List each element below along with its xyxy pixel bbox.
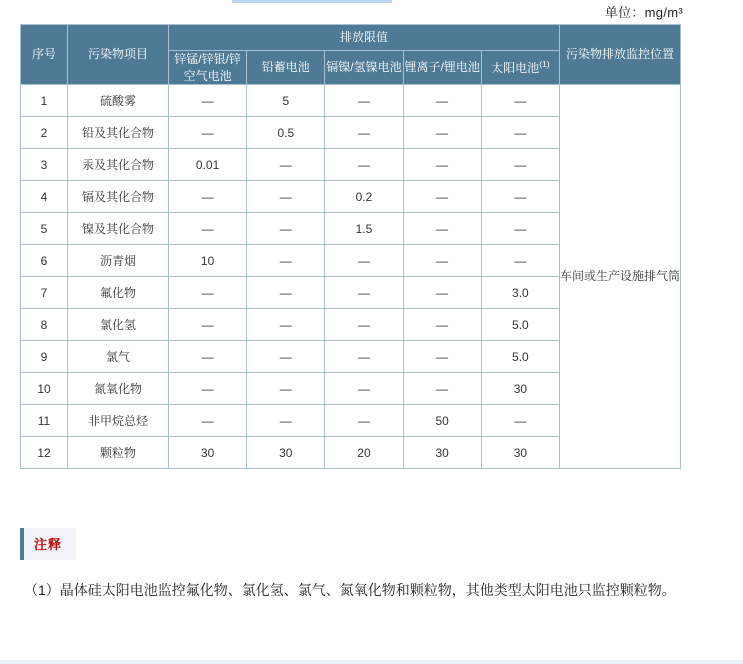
header-col-lithium: 锂离子/锂电池 [403, 51, 481, 85]
cell-value-solar: 30 [481, 437, 559, 469]
cell-seq: 8 [21, 309, 68, 341]
header-col-solar-footnote-mark: (1) [539, 58, 550, 69]
cell-value-zinc: 30 [169, 437, 247, 469]
cell-value-lead-acid: — [247, 341, 325, 373]
cell-value-lithium: — [403, 341, 481, 373]
cell-item: 颗粒物 [68, 437, 169, 469]
cell-seq: 4 [21, 181, 68, 213]
cell-item: 非甲烷总烃 [68, 405, 169, 437]
cell-value-solar: — [481, 405, 559, 437]
header-pollutant-item: 污染物项目 [68, 25, 169, 85]
table-body [21, 85, 681, 469]
cell-value-lithium: — [403, 213, 481, 245]
cell-item: 铅及其化合物 [68, 117, 169, 149]
header-col-solar-label: 太阳电池 [491, 60, 540, 75]
cell-seq: 11 [21, 405, 68, 437]
bottom-divider-rule [0, 660, 743, 664]
cell-seq: 3 [21, 149, 68, 181]
cell-value-solar: — [481, 213, 559, 245]
cell-value-lead-acid: — [247, 213, 325, 245]
emission-limits-table [20, 24, 681, 469]
cell-value-cadmium-nickel: — [325, 373, 403, 405]
cell-value-cadmium-nickel: — [325, 277, 403, 309]
cell-value-cadmium-nickel: — [325, 405, 403, 437]
note-text: （1）晶体硅太阳电池监控氟化物、氯化氢、氯气、氮氧化物和颗粒物，其他类型太阳电池只监控颗粒物。 [24, 582, 676, 598]
cell-value-cadmium-nickel: 20 [325, 437, 403, 469]
cell-value-zinc: — [169, 213, 247, 245]
cell-value-cadmium-nickel: — [325, 309, 403, 341]
cell-item: 汞及其化合物 [68, 149, 169, 181]
cell-monitoring-position: 车间或生产设施排气筒 [560, 85, 681, 469]
cell-value-solar: 3.0 [481, 277, 559, 309]
header-limit-group: 排放限值 [169, 25, 560, 51]
cell-item: 氯气 [68, 341, 169, 373]
cell-item: 镉及其化合物 [68, 181, 169, 213]
cell-value-lead-acid: — [247, 181, 325, 213]
cell-item: 沥青烟 [68, 245, 169, 277]
unit-label [605, 2, 683, 21]
cell-value-cadmium-nickel: 0.2 [325, 181, 403, 213]
header-col-zinc: 锌锰/锌银/锌空气电池 [169, 51, 247, 85]
cell-value-lithium: — [403, 149, 481, 181]
cell-value-lithium: — [403, 85, 481, 117]
cell-seq: 2 [21, 117, 68, 149]
cell-value-lithium: 30 [403, 437, 481, 469]
cell-item: 氟化物 [68, 277, 169, 309]
header-col-lead-acid: 铅蓄电池 [247, 51, 325, 85]
cell-value-zinc: — [169, 309, 247, 341]
cell-value-lead-acid: 30 [247, 437, 325, 469]
cell-seq: 12 [21, 437, 68, 469]
table-row [21, 85, 681, 117]
cell-value-cadmium-nickel: — [325, 245, 403, 277]
cell-value-zinc: — [169, 341, 247, 373]
cell-seq: 10 [21, 373, 68, 405]
cell-value-zinc: 10 [169, 245, 247, 277]
header-col-solar [481, 51, 559, 85]
cell-item: 氯化氢 [68, 309, 169, 341]
cell-seq: 1 [21, 85, 68, 117]
cell-value-zinc: — [169, 117, 247, 149]
cell-value-lithium: — [403, 373, 481, 405]
cell-seq: 5 [21, 213, 68, 245]
cell-value-lithium: — [403, 245, 481, 277]
cell-value-lead-acid: — [247, 277, 325, 309]
cell-value-cadmium-nickel: — [325, 341, 403, 373]
cell-seq: 6 [21, 245, 68, 277]
cell-value-solar: — [481, 149, 559, 181]
cell-value-solar: 5.0 [481, 341, 559, 373]
cell-item: 镍及其化合物 [68, 213, 169, 245]
cell-value-zinc: — [169, 85, 247, 117]
unit-label-text: 单位：mg/m³ [604, 5, 683, 20]
cell-value-zinc: — [169, 181, 247, 213]
cell-value-solar: — [481, 181, 559, 213]
cell-value-lithium: — [403, 117, 481, 149]
cell-value-cadmium-nickel: 1.5 [325, 213, 403, 245]
cell-value-lead-acid: — [247, 373, 325, 405]
header-col-cadmium-nickel: 镉镍/氢镍电池 [325, 51, 403, 85]
header-monitoring-position: 污染物排放监控位置 [560, 25, 681, 85]
cell-value-solar: — [481, 85, 559, 117]
cell-value-lead-acid: 5 [247, 85, 325, 117]
cell-value-solar: 30 [481, 373, 559, 405]
cell-value-cadmium-nickel: — [325, 149, 403, 181]
cell-value-lead-acid: — [247, 149, 325, 181]
cell-value-lead-acid: — [247, 245, 325, 277]
cell-value-zinc: — [169, 277, 247, 309]
table-header [21, 25, 681, 85]
cell-value-lithium: — [403, 309, 481, 341]
cell-value-lithium: — [403, 181, 481, 213]
table-header-row-1 [21, 25, 681, 51]
cell-seq: 7 [21, 277, 68, 309]
cell-value-solar: 5.0 [481, 309, 559, 341]
cell-value-cadmium-nickel: — [325, 117, 403, 149]
note-section [20, 528, 681, 604]
top-divider-rule [232, 0, 392, 3]
cell-value-zinc: — [169, 405, 247, 437]
cell-value-lead-acid: — [247, 405, 325, 437]
cell-value-zinc: — [169, 373, 247, 405]
cell-item: 硫酸雾 [68, 85, 169, 117]
cell-value-solar: — [481, 117, 559, 149]
note-title: 注释 [34, 537, 63, 552]
cell-value-solar: — [481, 245, 559, 277]
cell-value-lead-acid: — [247, 309, 325, 341]
cell-value-lithium: — [403, 277, 481, 309]
cell-value-lithium: 50 [403, 405, 481, 437]
cell-value-lead-acid: 0.5 [247, 117, 325, 149]
cell-value-zinc: 0.01 [169, 149, 247, 181]
cell-value-cadmium-nickel: — [325, 85, 403, 117]
note-title-banner [20, 528, 76, 560]
cell-seq: 9 [21, 341, 68, 373]
cell-item: 氮氧化物 [68, 373, 169, 405]
header-seq: 序号 [21, 25, 68, 85]
